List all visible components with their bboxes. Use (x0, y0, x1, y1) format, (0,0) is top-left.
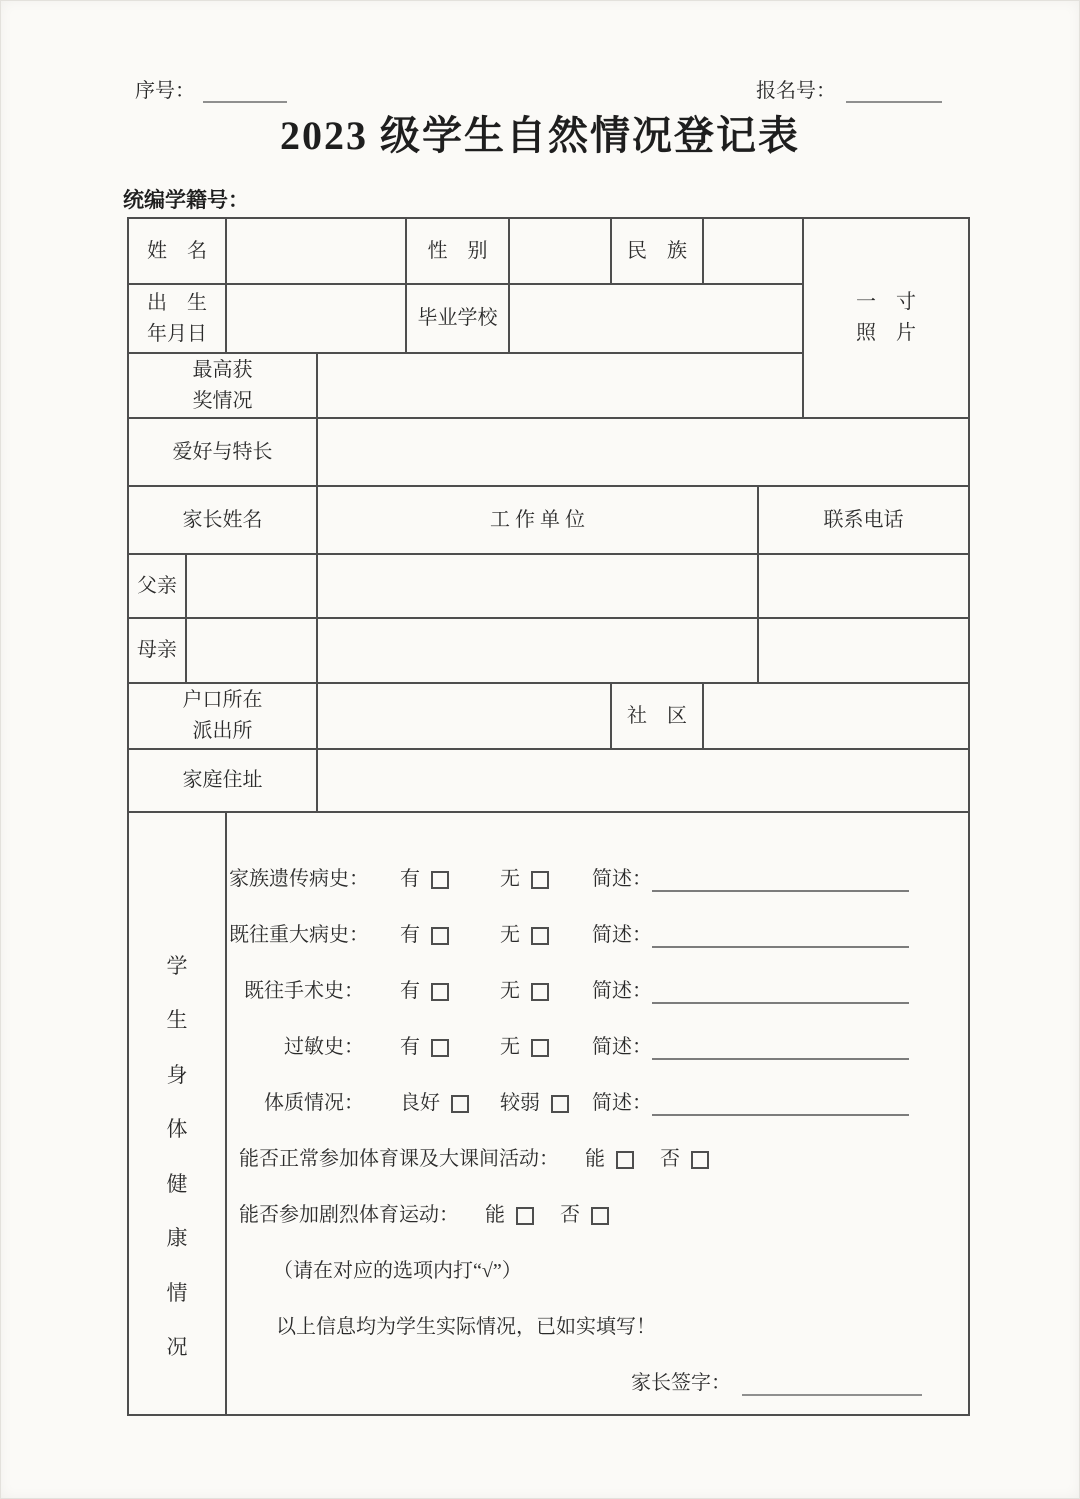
row-health (128, 812, 969, 1415)
illness-brief-input-line[interactable] (652, 924, 909, 948)
hobby-input-cell[interactable] (317, 418, 969, 486)
allergy-yes-checkbox[interactable] (431, 1039, 449, 1057)
school-label: 毕业学校 (406, 284, 509, 353)
award-label: 最高获 奖情况 (128, 353, 317, 418)
health-side-label: 学生身体健康情况 (166, 953, 188, 1359)
surgery-brief-input-line[interactable] (652, 980, 909, 1004)
signature-label: 家长签字： (631, 1372, 731, 1394)
constitution-good-checkbox[interactable] (451, 1095, 469, 1113)
surgery-yes-checkbox[interactable] (431, 983, 449, 1001)
birthdate-input-cell[interactable] (226, 284, 406, 353)
name-label: 姓 名 (128, 218, 226, 284)
address-label: 家庭住址 (128, 749, 317, 812)
health-question-pe-class: 能否正常参加体育课及大课间活动： 能 否 (229, 1145, 960, 1175)
allergy-no-checkbox[interactable] (531, 1039, 549, 1057)
serial-number-field (135, 74, 287, 103)
row-father (128, 554, 969, 618)
photo-label-line1: 一 寸 (856, 291, 916, 313)
address-input-cell[interactable] (317, 749, 969, 812)
health-item-major-illness: 既往重大病史： 有 无 简述： (229, 921, 960, 951)
mother-work-input-cell[interactable] (317, 618, 758, 683)
student-id-label: 统编学籍号： (123, 188, 249, 212)
father-work-input-cell[interactable] (317, 554, 758, 618)
intense-sport-no-checkbox[interactable] (591, 1207, 609, 1225)
row-address (128, 749, 969, 812)
community-label: 社 区 (611, 683, 703, 749)
gender-label: 性 别 (406, 218, 509, 284)
illness-no-checkbox[interactable] (531, 927, 549, 945)
father-name-input-cell[interactable] (186, 554, 317, 618)
signature-input-line[interactable] (742, 1372, 922, 1396)
serial-number-input-line[interactable] (203, 81, 287, 103)
ethnicity-label: 民 族 (611, 218, 703, 284)
community-input-cell[interactable] (703, 683, 969, 749)
ethnicity-input-cell[interactable] (703, 218, 803, 284)
genetic-yes-checkbox[interactable] (431, 871, 449, 889)
health-item-surgery: 既往手术史： 有 无 简述： (229, 977, 960, 1007)
father-label: 父亲 (128, 554, 186, 618)
birthdate-label: 出 生 年月日 (128, 284, 226, 353)
hukou-label: 户口所在 派出所 (128, 683, 317, 749)
registration-number-input-line[interactable] (846, 81, 942, 103)
form-header (135, 74, 942, 103)
row-name-gender-ethnicity (128, 218, 969, 284)
checkmark-note: （请在对应的选项内打“√”） (273, 1260, 522, 1282)
award-input-cell[interactable] (317, 353, 803, 418)
photo-label-line2: 照 片 (856, 322, 916, 344)
registration-table (127, 217, 970, 1416)
surgery-no-checkbox[interactable] (531, 983, 549, 1001)
school-input-cell[interactable] (509, 284, 803, 353)
name-input-cell[interactable] (226, 218, 406, 284)
registration-number-field (756, 74, 942, 103)
mother-name-input-cell[interactable] (186, 618, 317, 683)
health-item-genetic: 家族遗传病史： 有 无 简述： (229, 865, 960, 895)
hukou-input-cell[interactable] (317, 683, 611, 749)
health-content-cell (226, 812, 969, 1415)
health-item-allergy: 过敏史： 有 无 简述： (229, 1033, 960, 1063)
health-question-intense-sport: 能否参加剧烈体育运动： 能 否 (229, 1201, 960, 1231)
illness-yes-checkbox[interactable] (431, 927, 449, 945)
constitution-brief-input-line[interactable] (652, 1092, 909, 1116)
mother-label: 母亲 (128, 618, 186, 683)
pe-class-no-checkbox[interactable] (691, 1151, 709, 1169)
father-phone-input-cell[interactable] (758, 554, 969, 618)
registration-number-label: 报名号： (756, 80, 836, 102)
intense-sport-yes-checkbox[interactable] (516, 1207, 534, 1225)
photo-box[interactable] (803, 218, 969, 418)
row-hobby (128, 418, 969, 486)
allergy-brief-input-line[interactable] (652, 1036, 909, 1060)
page-title: 2023 级学生自然情况登记表 (280, 113, 800, 158)
work-unit-header: 工 作 单 位 (317, 486, 758, 554)
row-hukou (128, 683, 969, 749)
genetic-no-checkbox[interactable] (531, 871, 549, 889)
parent-name-header: 家长姓名 (128, 486, 317, 554)
truth-statement: 以上信息均为学生实际情况，已如实填写！ (276, 1316, 656, 1338)
hobby-label: 爱好与特长 (128, 418, 317, 486)
genetic-brief-input-line[interactable] (652, 868, 909, 892)
health-side-cell (128, 812, 226, 1415)
row-parent-header (128, 486, 969, 554)
constitution-weak-checkbox[interactable] (551, 1095, 569, 1113)
signature-field (229, 1369, 960, 1399)
pe-class-yes-checkbox[interactable] (616, 1151, 634, 1169)
serial-number-label: 序号： (135, 80, 195, 102)
health-item-constitution: 体质情况： 良好 较弱 简述： (229, 1089, 960, 1119)
row-mother (128, 618, 969, 683)
phone-header: 联系电话 (758, 486, 969, 554)
health-content (227, 829, 968, 1399)
mother-phone-input-cell[interactable] (758, 618, 969, 683)
gender-input-cell[interactable] (509, 218, 611, 284)
